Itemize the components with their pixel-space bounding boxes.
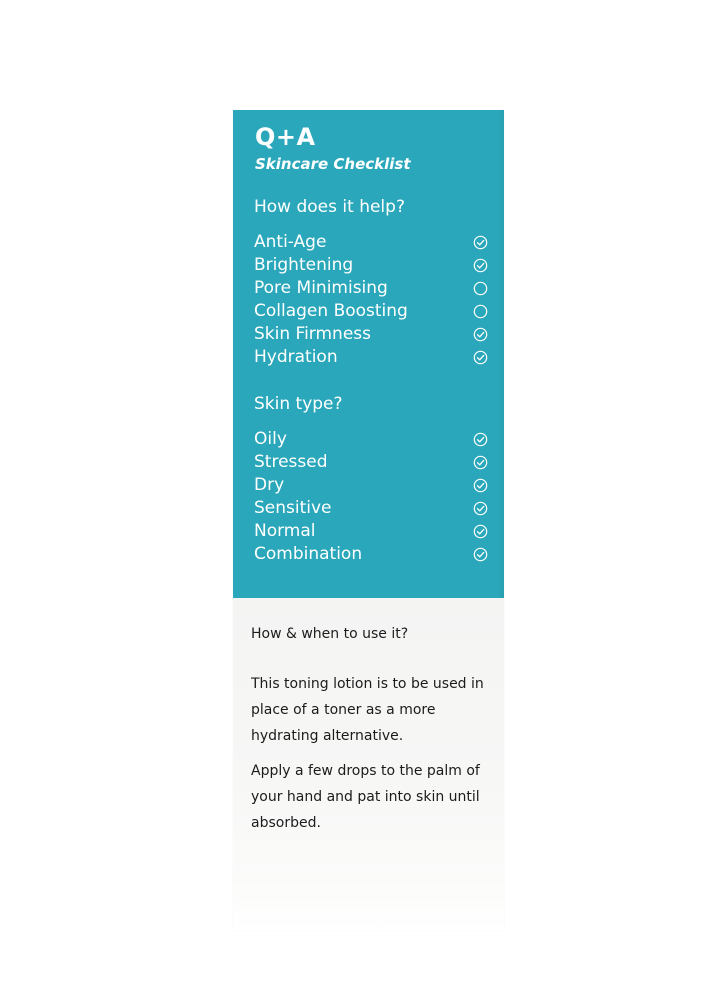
help-list bbox=[254, 231, 490, 369]
skin-type-item bbox=[254, 474, 490, 497]
help-item bbox=[254, 300, 490, 323]
usage-paragraph-2: Apply a few drops to the palm of your hand and pat into skin until absorbed. bbox=[251, 763, 480, 831]
help-item bbox=[254, 231, 490, 254]
help-item-label: Pore Minimising bbox=[254, 278, 388, 298]
skin-type-item-label: Oily bbox=[254, 429, 287, 449]
empty-circle-icon bbox=[473, 304, 488, 319]
checked-circle-icon bbox=[473, 547, 488, 562]
skin-type-item-label: Sensitive bbox=[254, 498, 332, 518]
help-item-label: Skin Firmness bbox=[254, 324, 371, 344]
checked-circle-icon bbox=[473, 327, 488, 342]
skin-type-heading: Skin type? bbox=[254, 394, 343, 414]
checked-circle-icon bbox=[473, 524, 488, 539]
brand-logo: Q+A bbox=[255, 123, 316, 151]
skin-type-item-label: Stressed bbox=[254, 452, 328, 472]
checked-circle-icon bbox=[473, 455, 488, 470]
skin-type-item-label: Dry bbox=[254, 475, 285, 495]
help-item-label: Anti-Age bbox=[254, 232, 327, 252]
skin-type-item-label: Normal bbox=[254, 521, 316, 541]
product-box bbox=[233, 110, 504, 930]
skin-type-list bbox=[254, 428, 490, 566]
checked-circle-icon bbox=[473, 258, 488, 273]
help-heading: How does it help? bbox=[254, 197, 405, 217]
help-item-label: Collagen Boosting bbox=[254, 301, 408, 321]
help-item bbox=[254, 346, 490, 369]
help-item bbox=[254, 277, 490, 300]
checked-circle-icon bbox=[473, 235, 488, 250]
skin-type-item bbox=[254, 543, 490, 566]
usage-panel bbox=[233, 598, 504, 930]
checked-circle-icon bbox=[473, 478, 488, 493]
skin-type-item-label: Combination bbox=[254, 544, 363, 564]
help-item-label: Hydration bbox=[254, 347, 338, 367]
help-item bbox=[254, 254, 490, 277]
checklist-panel bbox=[233, 110, 504, 598]
skin-type-item bbox=[254, 451, 490, 474]
help-item bbox=[254, 323, 490, 346]
checked-circle-icon bbox=[473, 432, 488, 447]
usage-paragraph-1: This toning lotion is to be used in place of a toner as a more hydrating alternative. bbox=[251, 676, 484, 744]
empty-circle-icon bbox=[473, 281, 488, 296]
usage-heading: How & when to use it? bbox=[251, 626, 409, 642]
help-item-label: Brightening bbox=[254, 255, 354, 275]
checked-circle-icon bbox=[473, 501, 488, 516]
checked-circle-icon bbox=[473, 350, 488, 365]
checklist-title: Skincare Checklist bbox=[255, 155, 411, 173]
skin-type-item bbox=[254, 520, 490, 543]
skin-type-item bbox=[254, 428, 490, 451]
skin-type-item bbox=[254, 497, 490, 520]
